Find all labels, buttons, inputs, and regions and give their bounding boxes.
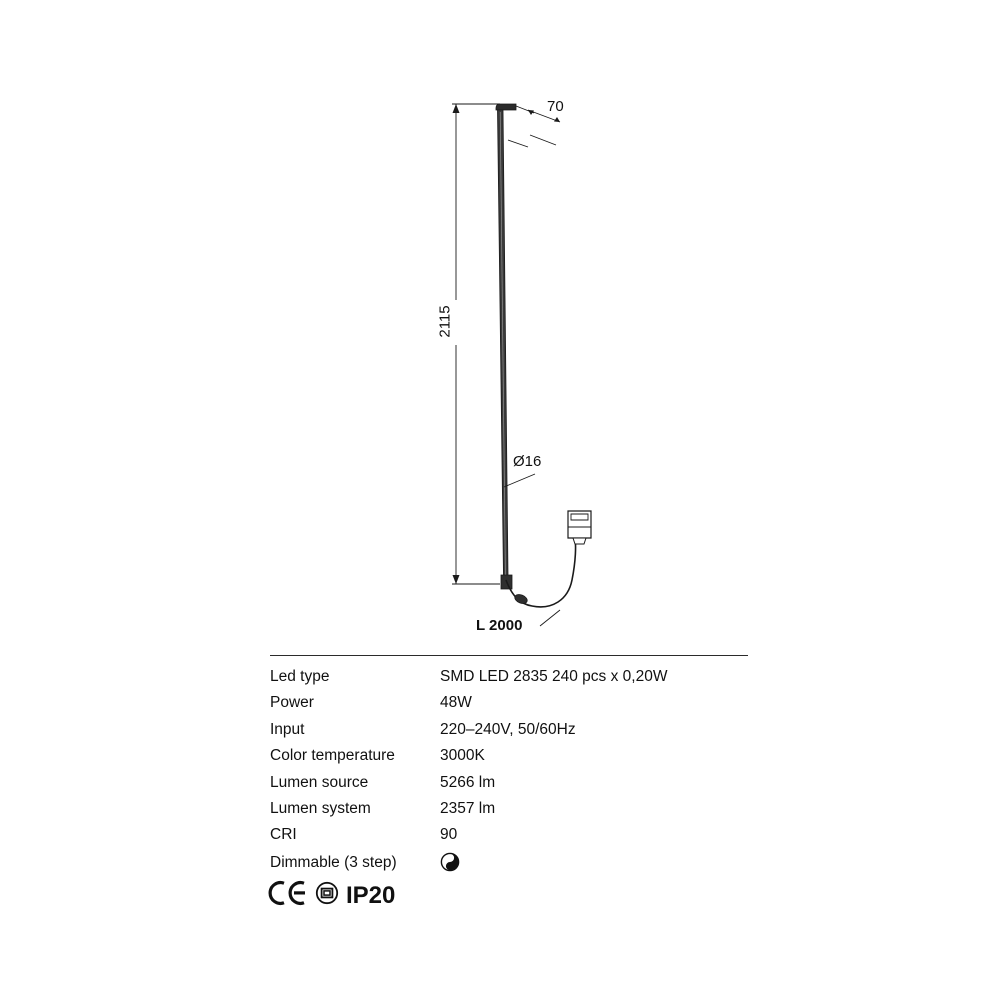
spec-value: 220–240V, 50/60Hz [440,720,576,738]
table-row [270,770,750,796]
driver-box [568,511,591,544]
dimension-depth-label: 70 [547,98,564,115]
table-row [270,822,750,848]
spec-value: SMD LED 2835 240 pcs x 0,20W [440,668,668,685]
spec-value: 2357 lm [440,799,496,817]
spec-key: Input [270,720,305,738]
spec-key: Led type [270,668,330,685]
power-cable [506,538,576,626]
table-row [270,664,750,690]
spec-key: Color temperature [270,747,395,765]
lamp-body [496,104,516,589]
spec-key: Power [270,694,314,712]
table-row [270,690,750,716]
dimmable-3-step-icon [440,852,460,872]
spec-key: CRI [270,826,297,844]
certification-marks [268,880,395,911]
spec-key: Lumen source [270,773,369,791]
table-row [270,796,750,822]
witness-lines [452,104,500,584]
dimension-cable-length-label: L 2000 [476,617,523,634]
spec-value: 90 [440,826,458,844]
table-row [270,717,750,743]
ce-mark-icon [268,880,308,911]
spec-key: Lumen system [270,799,371,817]
spec-value: 48W [440,694,472,712]
table-row [270,849,750,877]
specifications-table [270,664,750,877]
spec-top-rule [270,655,748,656]
diameter-leader [504,474,535,487]
ip-rating-label: IP20 [346,881,396,909]
spec-key: Dimmable (3 step) [270,853,397,871]
specifications-block [270,655,750,877]
height-dimension-line [453,104,460,584]
spec-value: 5266 lm [440,773,496,791]
table-row [270,743,750,769]
spec-value: 3000K [440,747,485,765]
spec-value-icon [440,849,750,877]
double-insulation-icon [315,881,339,910]
dimension-diameter-label: Ø16 [513,453,542,470]
dimension-height-label: 2115 [436,305,454,338]
